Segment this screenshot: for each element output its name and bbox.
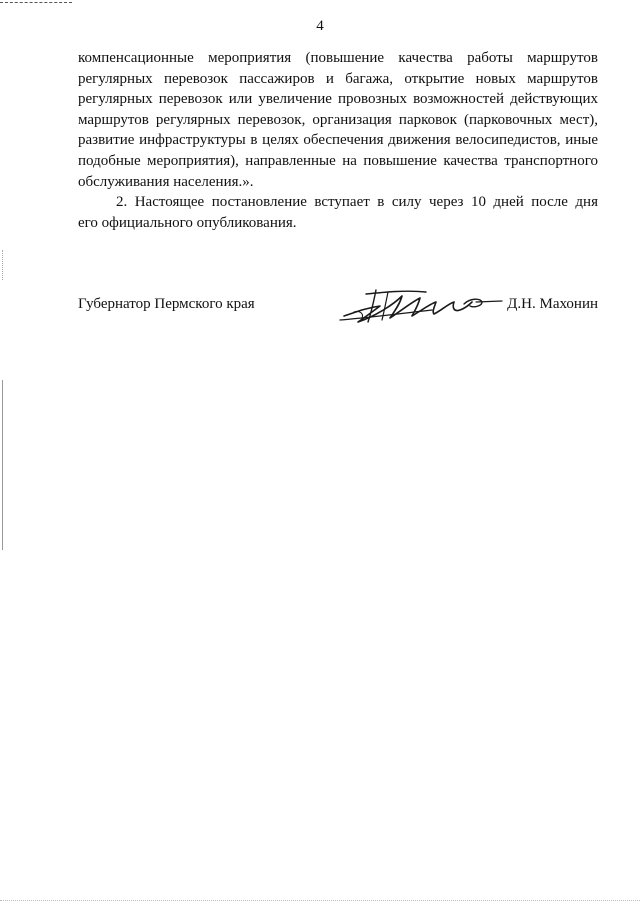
text-line: обслуживания населения.». [78, 173, 254, 190]
signatory-position: Губернатор Пермского края [78, 296, 255, 312]
text-line: регулярных перевозок пассажиров и багажа, открытие новых маршрутов [78, 70, 598, 87]
signature-block [78, 296, 598, 330]
handwritten-signature [336, 282, 506, 328]
text-line: 2. Настоящее постановление вступает в силу через 10 дней после дня [116, 194, 598, 211]
page-number: 4 [316, 18, 324, 34]
text-line: развитие инфраструктуры в целях обеспечения движения велосипедистов, иные [78, 132, 598, 149]
signatory-name: Д.Н. Махонин [507, 296, 598, 312]
text-line: подобные мероприятия), направленные на повышение качества транспортного [78, 152, 598, 169]
scan-artifact-left-upper [2, 250, 4, 280]
document-body [78, 48, 598, 233]
scan-artifact-left [2, 380, 4, 550]
text-line: компенсационные мероприятия (повышение качества работы маршрутов [78, 50, 598, 66]
scan-artifact-top [0, 2, 72, 4]
text-line: его официального опубликования. [78, 214, 297, 231]
paragraph-continuation [78, 48, 598, 192]
text-line: маршрутов регулярных перевозок, организация парковок (парковочных мест), [78, 111, 598, 128]
text-line: регулярных перевозок или увеличение провозных возможностей действующих [78, 91, 598, 108]
paragraph-effective-date [78, 192, 598, 233]
scan-artifact-bottom [0, 900, 640, 902]
